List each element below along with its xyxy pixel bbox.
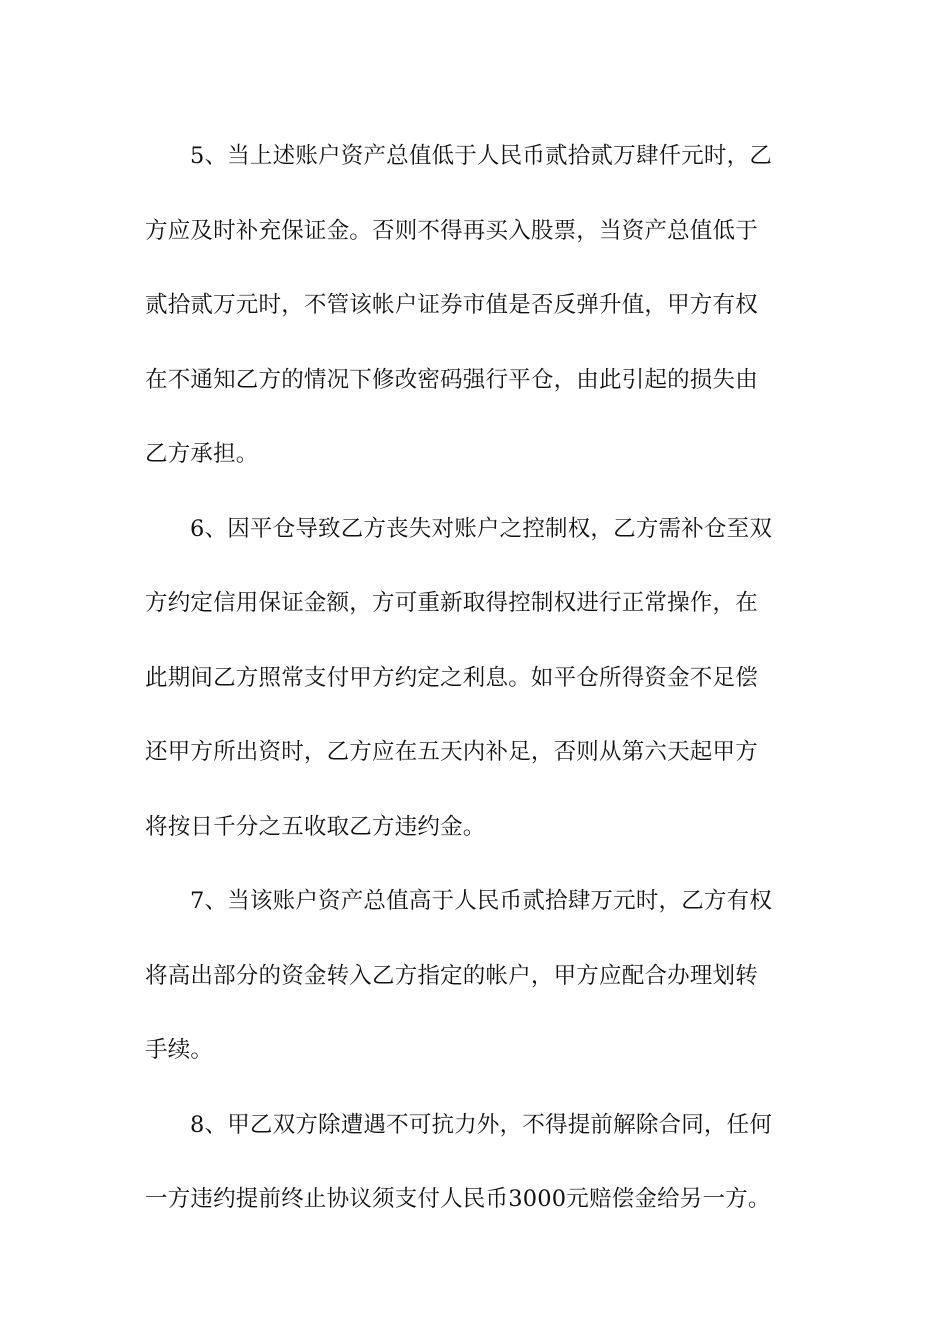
clause-5-line-4: 在不通知乙方的情况下修改密码强行平仓，由此引起的损失由 (145, 366, 758, 393)
clause-6-line-3: 此期间乙方照常支付甲方约定之利息。如平仓所得资金不足偿 (145, 664, 758, 691)
clause-5-line-2: 方应及时补充保证金。否则不得再买入股票，当资产总值低于 (145, 217, 758, 244)
clause-7-line-2: 将高出部分的资金转入乙方指定的帐户，甲方应配合办理划转 (145, 962, 758, 989)
clause-7-line-1: 7、当该账户资产总值高于人民币贰拾肆万元时，乙方有权 (190, 888, 773, 914)
clause-8-line-2: 一方违约提前终止协议须支付人民币3000元赔偿金给另一方。 (145, 1186, 771, 1212)
clause-6-line-1: 6、因平仓导致乙方丧失对账户之控制权，乙方需补仓至双 (190, 515, 773, 542)
clause-5-line-5: 乙方承担。 (145, 441, 259, 467)
clause-6-line-4: 还甲方所出资时，乙方应在五天内补足，否则从第六天起甲方 (145, 739, 758, 765)
clause-5-line-1: 5、当上述账户资产总值低于人民币贰拾贰万肆仟元时，乙 (190, 143, 773, 169)
clause-6-line-2: 方约定信用保证金额，方可重新取得控制权进行正常操作，在 (145, 590, 758, 616)
clause-8-line-1: 8、甲乙双方除遭遇不可抗力外，不得提前解除合同，任何 (190, 1111, 773, 1138)
clause-7-line-3: 手续。 (145, 1037, 214, 1063)
clause-6-line-5: 将按日千分之五收取乙方违约金。 (145, 813, 486, 840)
clause-5-line-3: 贰拾贰万元时，不管该帐户证券市值是否反弹升值，甲方有权 (145, 292, 758, 318)
document-body (145, 126, 807, 1244)
